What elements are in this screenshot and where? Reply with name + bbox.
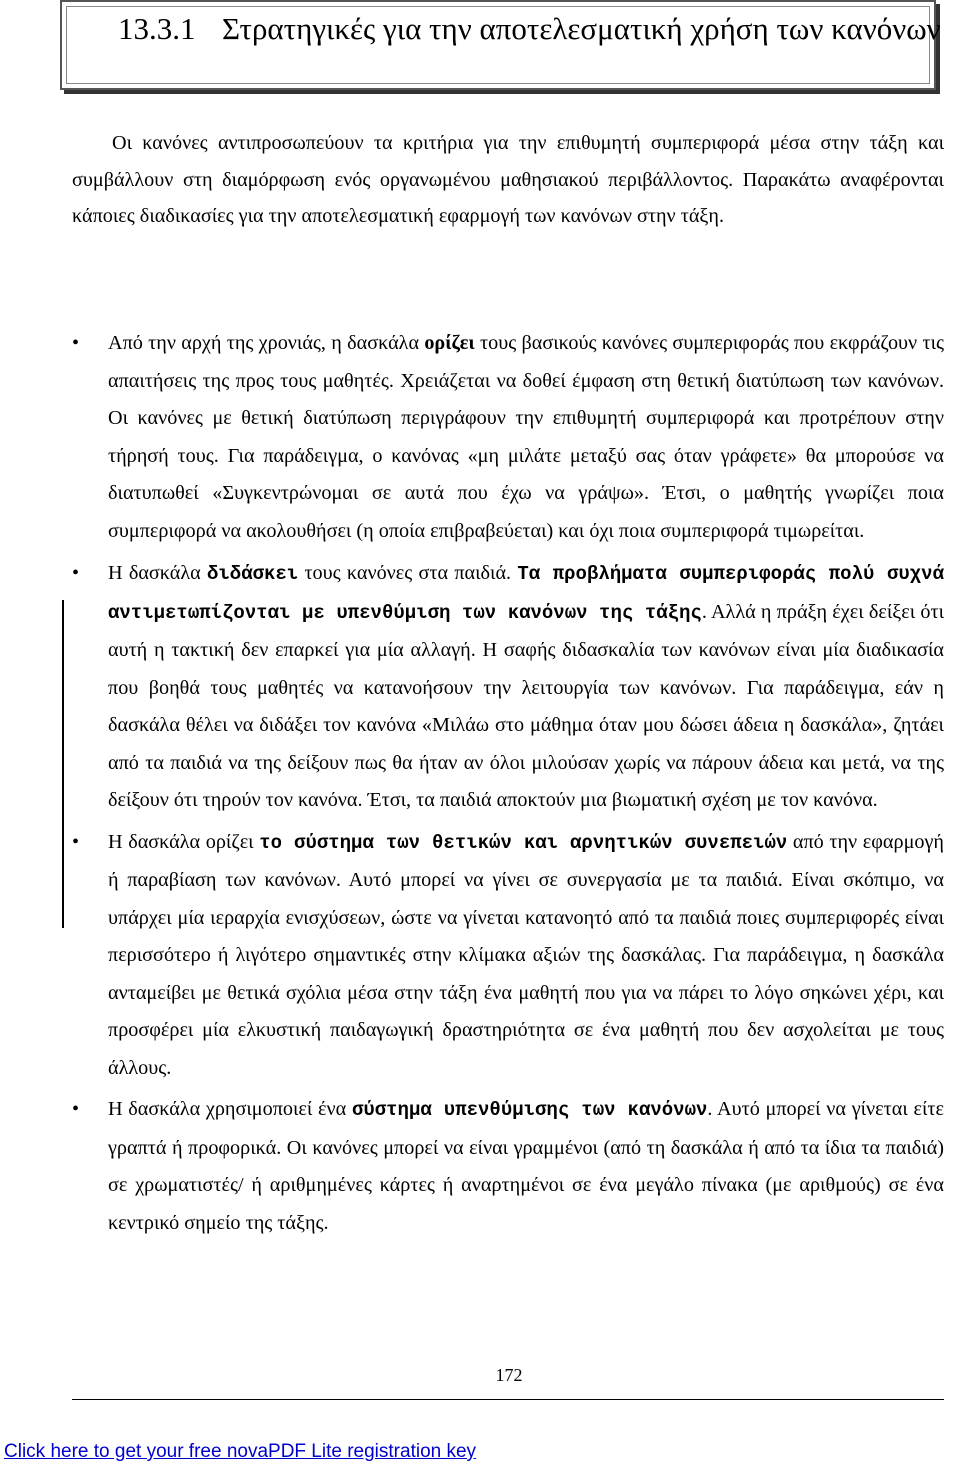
- bullet-icon: •: [72, 830, 80, 853]
- list-item-bold: το σύστημα των θετικών και αρνητικών συνεπειών: [259, 831, 788, 854]
- list-item-text: Από την αρχή της χρονιάς, η δασκάλα: [108, 332, 425, 354]
- list-item: [72, 824, 944, 1088]
- list-item-text: τους κανόνες στα παιδιά.: [298, 562, 518, 584]
- section-title: Στρατηγικές για την αποτελεσματική χρήση των κανόνων: [222, 11, 941, 46]
- page-number: 172: [495, 1365, 523, 1385]
- list-item-text: Η δασκάλα ορίζει: [108, 830, 260, 853]
- list-item-bold: διδάσκει: [206, 563, 299, 585]
- list-item-bold: Τα προβλήματα συμπεριφοράς πολύ συχνά αντιμετωπίζονται με υπενθύμιση των κανόνων της τάξης: [108, 563, 944, 624]
- strategy-list: [72, 325, 944, 1242]
- list-item-text: . Αυτό μπορεί να γίνεται είτε γραπτά ή προφορικά. Οι κανόνες μπορεί να είναι γραμμένοι (από τη δασκάλα ή από τα ίδια τα παιδιά) σε χρωματιστές/ ή αριθμημένες κάρτες ή αναρτημένοι σε ένα μεγάλο πίνακα (με αριθμούς) σε ένα κεντρικό σημείο της τάξης.: [108, 1098, 944, 1234]
- list-item-text: Η δασκάλα χρησιμοποιεί ένα: [108, 1098, 352, 1120]
- bullet-icon: •: [72, 1098, 80, 1120]
- list-item: [72, 1091, 944, 1242]
- section-heading: [118, 8, 958, 50]
- list-item-bold: σύστημα υπενθύμισης των κανόνων: [351, 1099, 708, 1121]
- list-item-text: από την εφαρμογή ή παραβίαση των κανόνων. Αυτό μπορεί να γίνει σε συνεργασία με τα παιδιά. Είναι σκόπιμο, να υπάρχει μία ιεραρχία ενισχύσεων, ώστε να γίνεται κατανοητό από τα παιδιά ποιες συμπεριφορές είναι περισσότερο ή λιγότερο σημαντικές στην κλίμακα αξιών της δασκάλας. Για παράδειγμα, η δασκάλα ανταμείβει με θετικά σχόλια μέσα στην τάξη ένα μαθητή που για να πάρει το λόγο σηκώνει χέρι, και προσφέρει μία ελκυστική παιδαγωγική δραστηριότητα σε ένα μαθητή που δεν ασχολείται με τους άλλους.: [108, 830, 944, 1079]
- registration-link[interactable]: Click here to get your free novaPDF Lite registration key: [4, 1441, 477, 1462]
- footer-divider: [72, 1399, 944, 1400]
- change-bar: [62, 600, 64, 928]
- list-item-text: . Αλλά η πράξη έχει δείξει ότι αυτή η τακτική δεν επαρκεί για μία αλλαγή. Η σαφής διδασκαλία των κανόνων είναι μία διαδικασία που βοηθά τους μαθητές να κατανοήσουν την λειτουργία των κανόνων. Για παράδειγμα, εάν η δασκάλα θέλει να διδάξει τον κανόνα «Μιλάω στο μάθημα όταν μου δώσει άδεια η δασκάλα», ζητάει από τα παιδιά να της δείξουν πως θα ήταν αν όλοι μιλούσαν χωρίς να πάρουν άδεια και μετά, να της δείξουν ότι τηρούν τον κανόνα. Έτσι, τα παιδιά αποκτούν μια βιωματική σχέση με τον κανόνα.: [108, 600, 944, 811]
- heading-frame: [60, 0, 941, 90]
- list-item: [72, 555, 944, 820]
- section-number: 13.3.1: [118, 11, 196, 46]
- bullet-icon: •: [72, 562, 80, 584]
- list-item-bold: ορίζει: [424, 332, 475, 354]
- list-item: [72, 325, 944, 550]
- list-item-text: τους βασικούς κανόνες συμπεριφοράς που εκφράζουν τις απαιτήσεις της προς τους μαθητές. Χρειάζεται να δοθεί έμφαση στη θετική διατύπωση των κανόνων. Οι κανόνες με θετική διατύπωση περιγράφουν την επιθυμητή συμπεριφορά και προτρέπουν στην τήρησή τους. Για παράδειγμα, ο κανόνας «μη μιλάτε μεταξύ σας όταν γράφετε» θα μπορούσε να διατυπωθεί «Συγκεντρώνομαι σε αυτά που έχω να γράψω». Έτσι, ο μαθητής γνωρίζει ποια συμπεριφορά να ακολουθήσει (η οποία επιβραβεύεται) και όχι ποια συμπεριφορά τιμωρείται.: [108, 332, 944, 542]
- intro-paragraph: Οι κανόνες αντιπροσωπεύουν τα κριτήρια για την επιθυμητή συμπεριφορά μέσα στην τάξη και συμβάλλουν στη διαμόρφωση ενός οργανωμένου μαθησιακού περιβάλλοντος. Παρακάτω αναφέρονται κάποιες διαδικασίες για την αποτελεσματική εφαρμογή των κανόνων στην τάξη.: [72, 132, 944, 227]
- bullet-icon: •: [72, 332, 80, 354]
- list-item-text: Η δασκάλα: [108, 562, 207, 584]
